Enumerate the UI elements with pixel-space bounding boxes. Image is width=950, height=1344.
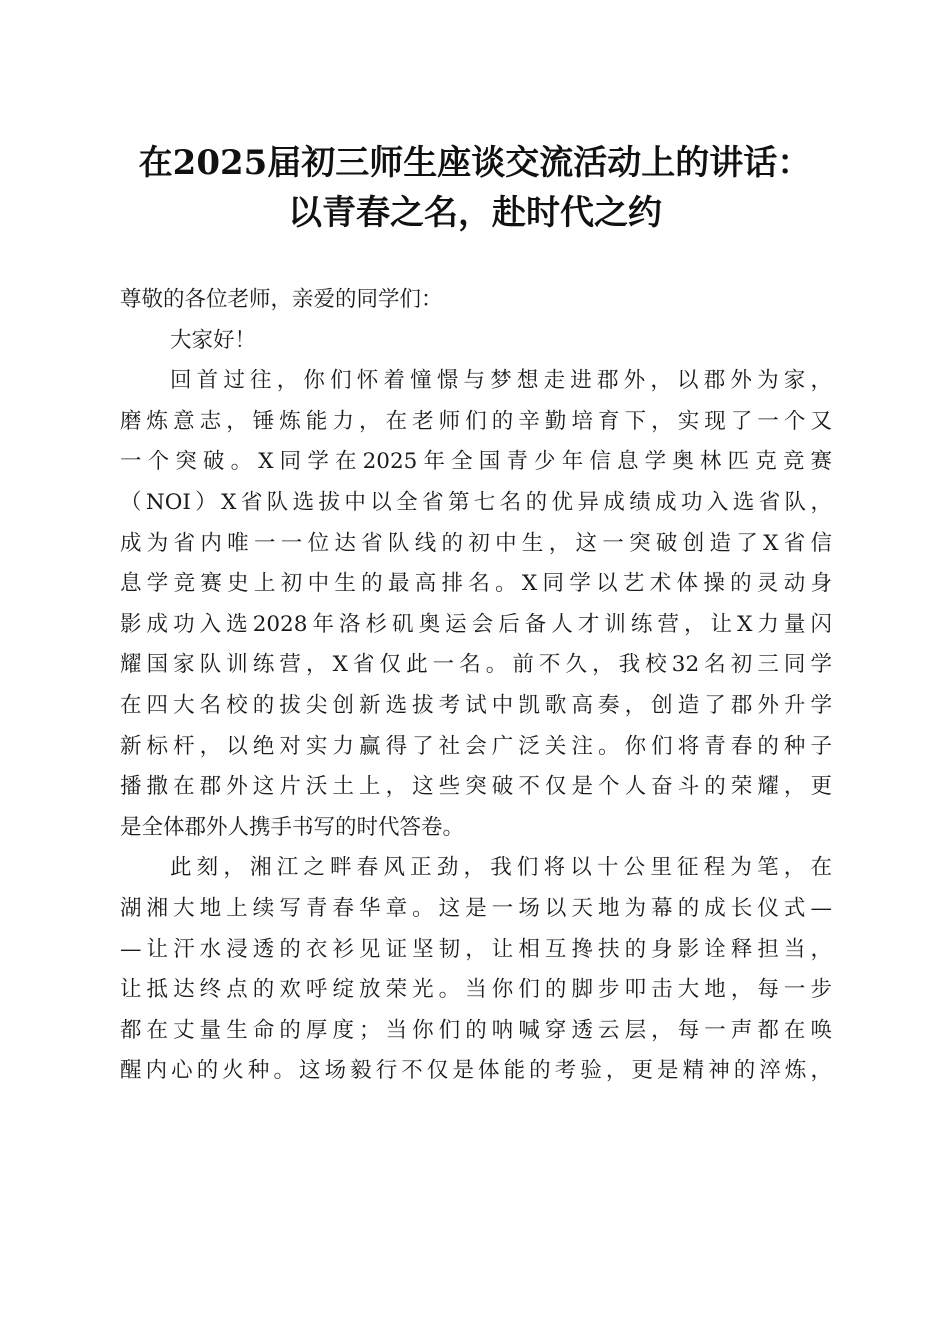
speech-body	[120, 280, 832, 1092]
document-title	[100, 138, 850, 238]
paragraph-line: 息学竞赛史上初中生的最高排名。X同学以艺术体操的灵动身	[120, 571, 832, 597]
title-line-1: 在2025届初三师生座谈交流活动上的讲话：	[138, 143, 812, 183]
paragraph-1	[120, 361, 832, 848]
paragraph-line: 新标杆，以绝对实力赢得了社会广泛关注。你们将青春的种子	[120, 733, 832, 759]
paragraph-line: （NOI）X省队选拔中以全省第七名的优异成绩成功入选省队，	[120, 489, 832, 515]
greeting: 大家好！	[170, 327, 257, 353]
paragraph-line: 湖湘大地上续写青春华章。这是一场以天地为幕的成长仪式—	[120, 895, 832, 921]
paragraph-line: 一个突破。X同学在2025年全国青少年信息学奥林匹克竞赛	[120, 449, 832, 475]
paragraph-line: 回首过往，你们怀着憧憬与梦想走进郡外，以郡外为家，	[170, 368, 832, 394]
paragraph-line: 让抵达终点的欢呼绽放荣光。当你们的脚步叩击大地，每一步	[120, 977, 832, 1003]
salutation: 尊敬的各位老师，亲爱的同学们：	[120, 287, 443, 312]
paragraph-line: 磨炼意志，锤炼能力，在老师们的辛勤培育下，实现了一个又	[120, 408, 832, 434]
paragraph-2	[120, 848, 832, 1092]
paragraph-line: —让汗水浸透的衣衫见证坚韧，让相互搀扶的身影诠释担当，	[120, 936, 832, 962]
paragraph-line: 此刻，湘江之畔春风正劲，我们将以十公里征程为笔，在	[170, 855, 832, 881]
paragraph-line: 在四大名校的拔尖创新选拔考试中凯歌高奏，创造了郡外升学	[120, 692, 832, 718]
title-line-2: 以青春之名，赴时代之约	[288, 193, 662, 233]
paragraph-line: 醒内心的火种。这场毅行不仅是体能的考验，更是精神的淬炼，	[120, 1058, 832, 1084]
paragraph-line: 都在丈量生命的厚度；当你们的呐喊穿透云层，每一声都在唤	[120, 1017, 832, 1043]
paragraph-line: 影成功入选2028年洛杉矶奥运会后备人才训练营，让X力量闪	[120, 611, 832, 637]
paragraph-line: 成为省内唯一一位达省队线的初中生，这一突破创造了X省信	[120, 530, 832, 556]
paragraph-line: 播撒在郡外这片沃土上，这些突破不仅是个人奋斗的荣耀，更	[120, 774, 832, 800]
paragraph-line: 是全体郡外人携手书写的时代答卷。	[120, 814, 465, 840]
paragraph-line: 耀国家队训练营，X省仅此一名。前不久，我校32名初三同学	[120, 652, 832, 678]
